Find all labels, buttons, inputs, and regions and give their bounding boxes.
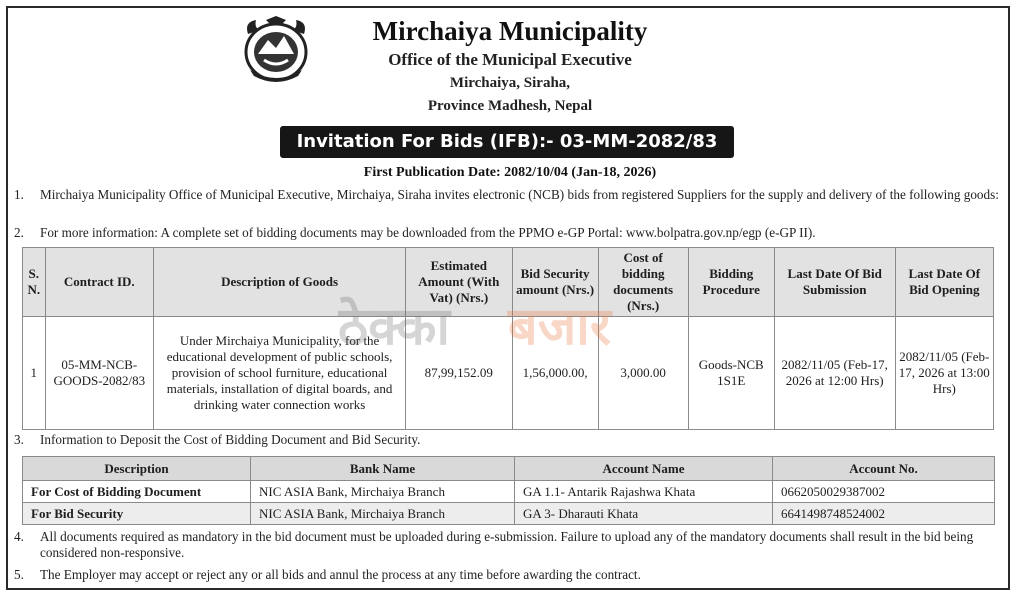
paragraph-text: For more information: A complete set of bidding documents may be downloaded from the PPMO e-GP Portal: www.bolpatra.gov.np/egp (e-GP II). bbox=[40, 225, 816, 240]
paragraph-4 bbox=[14, 529, 999, 561]
table-row bbox=[23, 317, 994, 430]
table-row bbox=[23, 503, 995, 525]
cell-sn: 1 bbox=[23, 317, 46, 430]
header-last-opening: Last Date Of Bid Opening bbox=[895, 248, 993, 317]
cell-procedure: Goods-NCB 1S1E bbox=[688, 317, 774, 430]
cell-description: Under Mirchaiya Municipality, for the educational development of public schools, provision of school furniture, educational materials, installation of digital boards, and drinking water connection works bbox=[154, 317, 406, 430]
header-account-name: Account Name bbox=[515, 457, 773, 481]
header-estimated-amount: Estimated Amount (With Vat) (Nrs.) bbox=[406, 248, 513, 317]
paragraph-text: All documents required as mandatory in the bid document must be uploaded during e-submission. Failure to upload any of the mandatory documents shall result in the bid being considered non-responsive. bbox=[40, 529, 974, 560]
bid-items-table bbox=[22, 247, 994, 430]
cell-account-no: 0662050029387002 bbox=[773, 481, 995, 503]
paragraph-number: 3. bbox=[14, 432, 24, 447]
header-bank-name: Bank Name bbox=[251, 457, 515, 481]
cell-bid-security: 1,56,000.00, bbox=[512, 317, 598, 430]
svg-text:ठेक्का: ठेक्का bbox=[338, 297, 450, 357]
cell-bank-name: NIC ASIA Bank, Mirchaiya Branch bbox=[251, 503, 515, 525]
table-row bbox=[23, 481, 995, 503]
header-cost-docs: Cost of bidding documents (Nrs.) bbox=[598, 248, 688, 317]
first-publication-date: First Publication Date: 2082/10/04 (Jan-18, 2026) bbox=[363, 165, 657, 180]
ifb-banner: Invitation For Bids (IFB):- 03-MM-2082/83 bbox=[280, 126, 734, 158]
paragraph-5 bbox=[14, 567, 999, 583]
table-header-row bbox=[23, 248, 994, 317]
cell-last-opening: 2082/11/05 (Feb-17, 2026 at 13:00 Hrs) bbox=[895, 317, 993, 430]
bank-details-table bbox=[22, 456, 995, 525]
header-bid-security: Bid Security amount (Nrs.) bbox=[512, 248, 598, 317]
cell-description: For Cost of Bidding Document bbox=[23, 481, 251, 503]
paragraph-2 bbox=[14, 225, 999, 241]
cell-bank-name: NIC ASIA Bank, Mirchaiya Branch bbox=[251, 481, 515, 503]
office-name: Office of the Municipal Executive bbox=[388, 50, 632, 69]
paragraph-text: Mirchaiya Municipality Office of Municipal Executive, Mirchaiya, Siraha invites electronic (NCB) bids from registered Suppliers for the supply and delivery of the following goods: bbox=[40, 187, 999, 202]
header-description: Description of Goods bbox=[154, 248, 406, 317]
municipality-title: Mirchaiya Municipality bbox=[372, 16, 648, 46]
header-account-no: Account No. bbox=[773, 457, 995, 481]
cell-last-submission: 2082/11/05 (Feb-17, 2026 at 12:00 Hrs) bbox=[774, 317, 895, 430]
paragraph-number: 2. bbox=[14, 225, 24, 240]
cell-account-name: GA 1.1- Antarik Rajashwa Khata bbox=[515, 481, 773, 503]
cell-estimated-amount: 87,99,152.09 bbox=[406, 317, 513, 430]
header-last-submission: Last Date Of Bid Submission bbox=[774, 248, 895, 317]
cell-cost-docs: 3,000.00 bbox=[598, 317, 688, 430]
cell-contract-id: 05-MM-NCB-GOODS-2082/83 bbox=[45, 317, 154, 430]
address-line-1: Mirchaiya, Siraha, bbox=[449, 75, 571, 91]
cell-account-name: GA 3- Dharauti Khata bbox=[515, 503, 773, 525]
cell-account-no: 6641498748524002 bbox=[773, 503, 995, 525]
svg-text:बजार: बजार bbox=[508, 297, 612, 357]
header-description: Description bbox=[23, 457, 251, 481]
paragraph-number: 1. bbox=[14, 187, 24, 202]
paragraph-1 bbox=[14, 187, 999, 203]
address-line-2: Province Madhesh, Nepal bbox=[427, 98, 593, 114]
header-contract-id: Contract ID. bbox=[45, 248, 154, 317]
paragraph-3 bbox=[14, 432, 999, 448]
table-header-row bbox=[23, 457, 995, 481]
header-procedure: Bidding Procedure bbox=[688, 248, 774, 317]
header-sn: S. N. bbox=[23, 248, 46, 317]
paragraph-text: Information to Deposit the Cost of Bidding Document and Bid Security. bbox=[40, 432, 421, 447]
paragraph-number: 4. bbox=[14, 529, 24, 544]
cell-description: For Bid Security bbox=[23, 503, 251, 525]
paragraph-number: 5. bbox=[14, 567, 24, 582]
paragraph-text: The Employer may accept or reject any or all bids and annul the process at any time before awarding the contract. bbox=[40, 567, 641, 582]
